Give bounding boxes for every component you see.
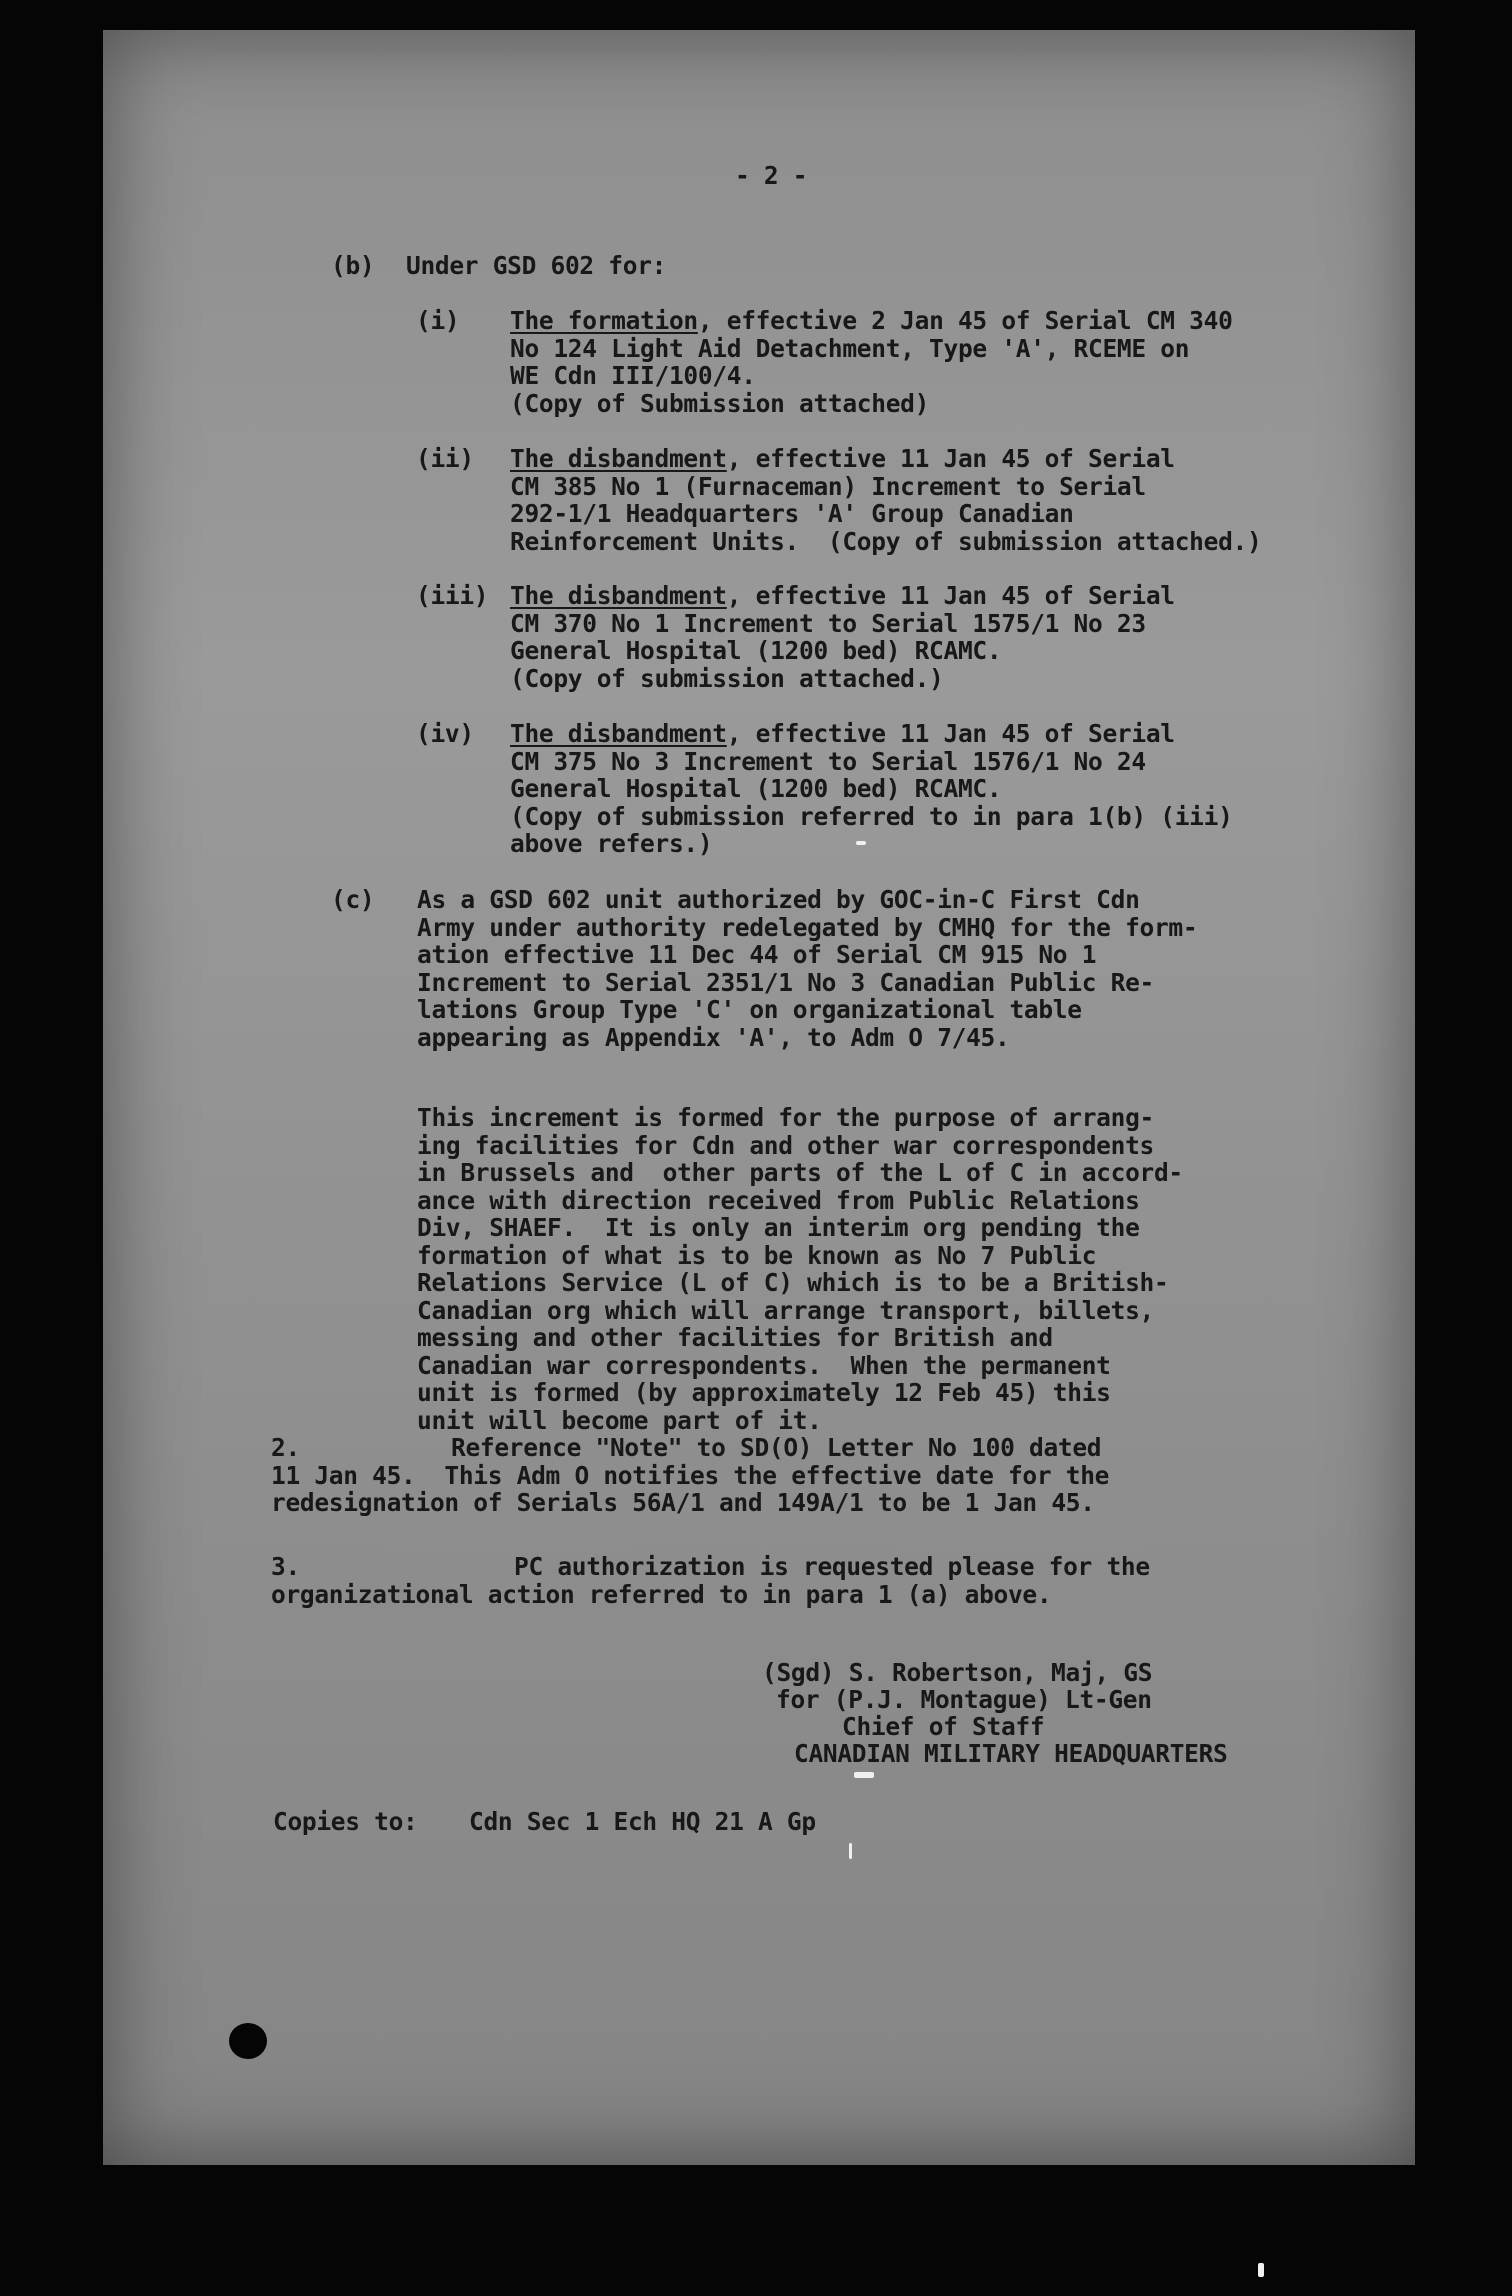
item-iv-num: (iv): [416, 719, 474, 748]
ink-blot: [229, 2023, 267, 2059]
para-3-num: 3.: [271, 1552, 300, 1581]
item-ii-line2: CM 385 No 1 (Furnaceman) Increment to Serial: [510, 471, 1146, 501]
page-number: - 2 -: [735, 161, 808, 190]
item-i-num: (i): [416, 306, 460, 335]
scan-speck: [854, 1772, 874, 1778]
section-c-para2-line9: messing and other facilities for British and: [417, 1323, 1053, 1352]
para-2-line3: redesignation of Serials 56A/1 and 149A/1 to be 1 Jan 45.: [271, 1488, 1095, 1517]
section-c-para2-line5: Div, SHAEF. It is only an interim org pending the: [417, 1213, 1140, 1242]
section-b-intro: Under GSD 602 for:: [406, 251, 667, 280]
signature-line3: Chief of Staff: [842, 1712, 1045, 1741]
section-c-para2-line7: Relations Service (L of C) which is to be a British-: [417, 1268, 1169, 1297]
section-c-para2-line1: This increment is formed for the purpose of arrang-: [417, 1103, 1154, 1132]
scan-speck: [849, 1843, 852, 1859]
item-i-line1: [510, 307, 1233, 335]
item-iii-lead: The disbandment: [510, 581, 727, 610]
item-iv-line2: CM 375 No 3 Increment to Serial 1576/1 No 24: [510, 746, 1146, 776]
section-c-para2-line12: unit will become part of it.: [417, 1405, 822, 1435]
item-iv-line5: above refers.): [510, 829, 713, 858]
item-iii-line1: [510, 582, 1175, 610]
section-c-para2-line4: ance with direction received from Public Relations: [417, 1185, 1140, 1215]
document-page: [103, 30, 1415, 2165]
section-c-para2-line6: formation of what is to be known as No 7 Public: [417, 1240, 1097, 1270]
signature-line1: (Sgd) S. Robertson, Maj, GS: [762, 1658, 1153, 1687]
section-c-para1-line1: As a GSD 602 unit authorized by GOC-in-C First Cdn: [417, 885, 1140, 914]
item-iv-line4: (Copy of submission referred to in para 1(b) (iii): [510, 801, 1233, 831]
item-ii-lead: The disbandment: [510, 444, 727, 473]
item-iv-line1: [510, 720, 1175, 748]
item-i-lead: The formation: [510, 306, 698, 335]
item-i-line2: No 124 Light Aid Detachment, Type 'A', RCEME on: [510, 333, 1190, 363]
item-iii-line4: (Copy of submission attached.): [510, 663, 944, 693]
item-ii-line1-rest: , effective 11 Jan 45 of Serial: [726, 444, 1175, 473]
para-2-first: Reference "Note" to SD(O) Letter No 100 dated: [451, 1433, 1102, 1462]
item-ii-num: (ii): [416, 444, 474, 473]
section-c-para1-line5: lations Group Type 'C' on organizational table: [417, 995, 1082, 1024]
section-c-para1-line2: Army under authority redelegated by CMHQ for the form-: [417, 912, 1198, 942]
section-c-para2-line10: Canadian war correspondents. When the permanent: [417, 1350, 1111, 1380]
section-c-para2-line11: unit is formed (by approximately 12 Feb 45) this: [417, 1378, 1111, 1407]
copies-label: Copies to:: [273, 1807, 418, 1836]
scan-speck: [1258, 2263, 1264, 2277]
section-c-label: (c): [331, 885, 375, 914]
item-ii-line1: [510, 445, 1175, 473]
item-iii-num: (iii): [416, 581, 489, 610]
para-3-line2: organizational action referred to in para 1 (a) above.: [271, 1579, 1052, 1609]
scan-speck: [856, 841, 866, 845]
para-3-first: PC authorization is requested please for the: [514, 1552, 1150, 1581]
item-i-line3: WE Cdn III/100/4.: [510, 361, 756, 390]
item-i-line1-rest: , effective 2 Jan 45 of Serial CM 340: [697, 306, 1233, 335]
signature-line2: for (P.J. Montague) Lt-Gen: [776, 1685, 1152, 1714]
item-iv-line3: General Hospital (1200 bed) RCAMC.: [510, 774, 1002, 803]
section-c-para2-line2: ing facilities for Cdn and other war correspondents: [417, 1130, 1154, 1160]
para-2-line2: 11 Jan 45. This Adm O notifies the effective date for the: [271, 1460, 1110, 1490]
copies-value: Cdn Sec 1 Ech HQ 21 A Gp: [469, 1807, 816, 1836]
signature-line4: CANADIAN MILITARY HEADQUARTERS: [794, 1739, 1228, 1768]
section-b-label: (b): [331, 251, 375, 280]
item-iii-line1-rest: , effective 11 Jan 45 of Serial: [726, 581, 1175, 610]
item-iv-line1-rest: , effective 11 Jan 45 of Serial: [726, 719, 1175, 748]
section-c-para2-line8: Canadian org which will arrange transport, billets,: [417, 1295, 1154, 1325]
para-2-num: 2.: [271, 1433, 300, 1462]
item-iii-line2: CM 370 No 1 Increment to Serial 1575/1 No 23: [510, 608, 1146, 638]
item-ii-line4: Reinforcement Units. (Copy of submission attached.): [510, 526, 1262, 556]
section-c-para1-line3: ation effective 11 Dec 44 of Serial CM 915 No 1: [417, 940, 1097, 969]
item-iv-lead: The disbandment: [510, 719, 727, 748]
section-c-para1-line6: appearing as Appendix 'A', to Adm O 7/45.: [417, 1022, 1010, 1052]
section-c-para1-line4: Increment to Serial 2351/1 No 3 Canadian Public Re-: [417, 967, 1154, 997]
item-iii-line3: General Hospital (1200 bed) RCAMC.: [510, 636, 1002, 665]
item-ii-line3: 292-1/1 Headquarters 'A' Group Canadian: [510, 499, 1074, 528]
item-i-line4: (Copy of Submission attached): [510, 388, 930, 418]
section-c-para2-line3: in Brussels and other parts of the L of C in accord-: [417, 1158, 1183, 1187]
